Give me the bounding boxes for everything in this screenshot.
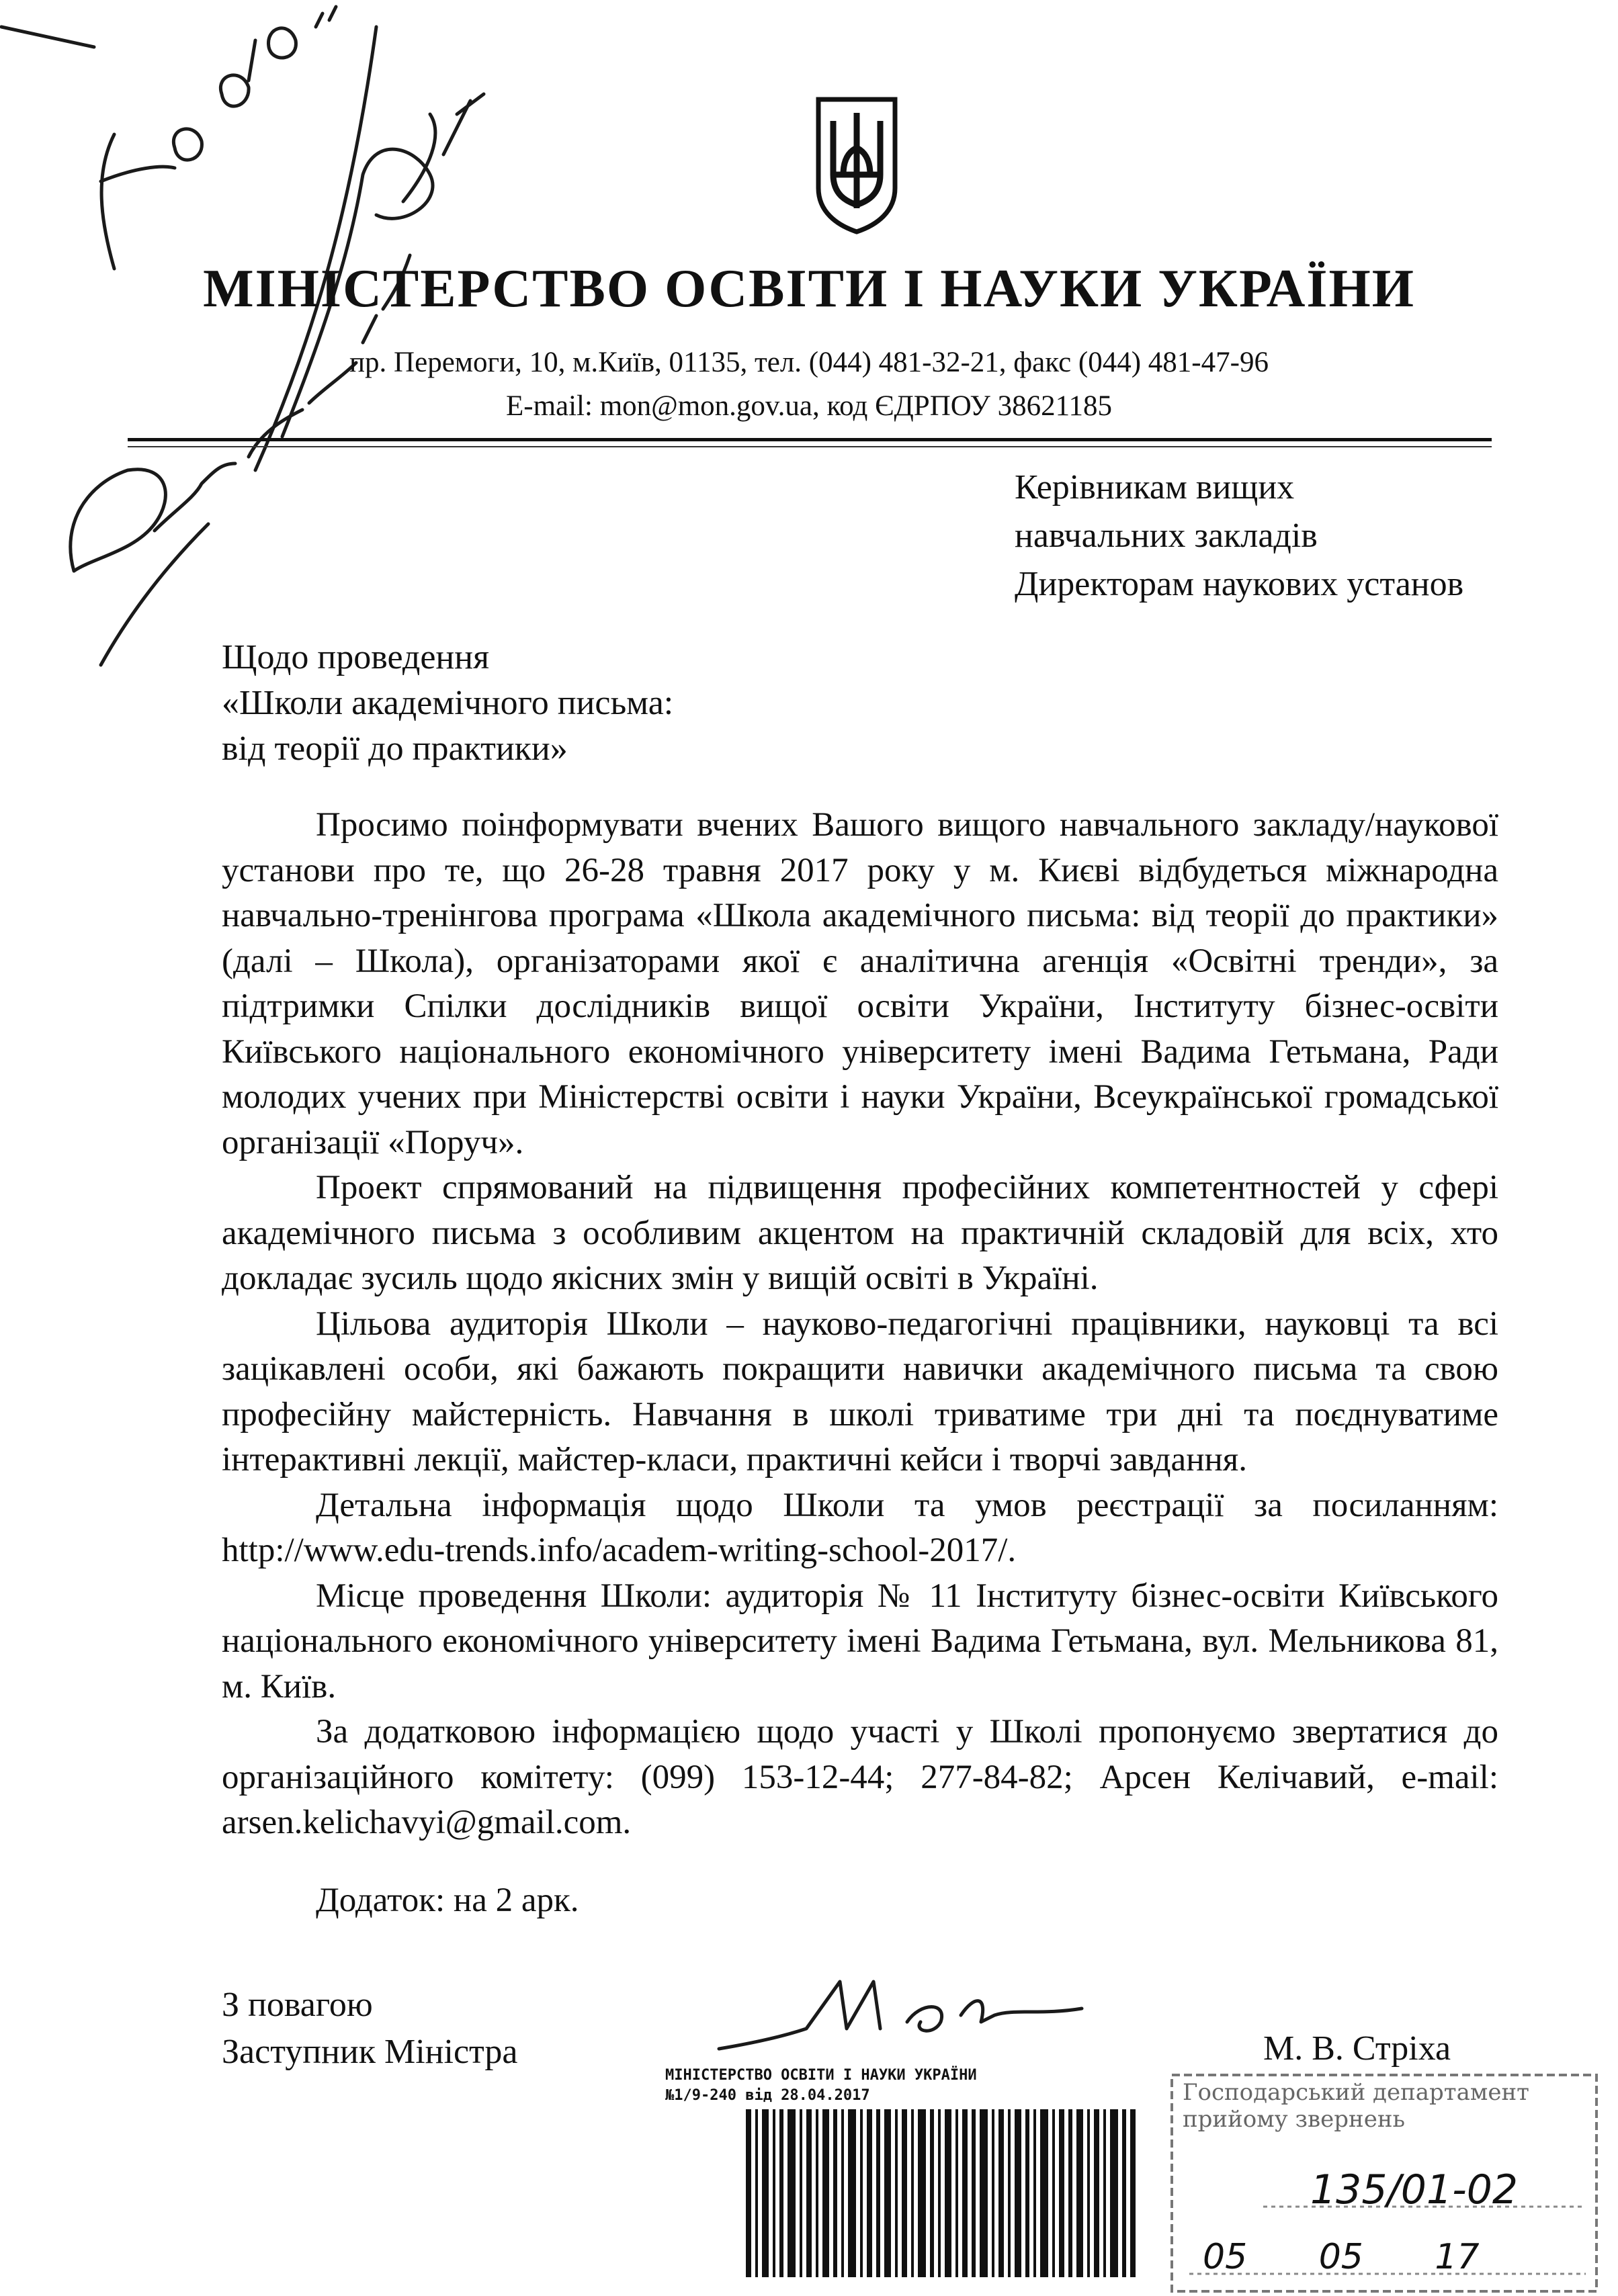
signer-name: М. В. Стріха	[1263, 2029, 1451, 2068]
header-divider	[128, 438, 1492, 441]
received-stamp-number: 135/01-02	[1310, 2166, 1519, 2213]
ministry-name: МІНІСТЕРСТВО ОСВІТИ І НАУКИ УКРАЇНИ	[203, 259, 1415, 318]
addressee-line: навчальних закладів	[1015, 517, 1318, 555]
ministry-address: пр. Перемоги, 10, м.Київ, 01135, тел. (044) 481-32-21, факс (044) 481-47-96	[349, 347, 1269, 378]
ministry-email: E-mail: mon@mon.gov.ua, код ЄДРПОУ 38621185	[505, 390, 1112, 422]
subject-line: Щодо проведення	[222, 638, 489, 676]
addressee-block	[1015, 463, 1463, 609]
body-paragraph: Детальна інформація щодо Школи та умов реєстрації за посиланням: http://www.edu-trends.info/academ-writing-school-2017/.	[222, 1486, 1498, 1569]
received-stamp	[1169, 2072, 1599, 2294]
handwritten-resolution	[0, 0, 511, 672]
closing-regards: З повагою	[222, 1986, 373, 2024]
registration-stamp	[665, 2066, 1136, 2106]
header-divider-thin	[128, 446, 1492, 447]
body-paragraph: Цільова аудиторія Школи – науково-педагогічні працівники, науковці та всі зацікавлені особи, які бажають покращити навички академічного письма та свою професійну майстерність. Навчання в школі триватиме три дні та поєднуватиме інтерактивні лекції, майстер-класи, практичні кейси і творчі завдання.	[222, 1305, 1498, 1478]
subject-line: від теорії до практики»	[222, 730, 568, 768]
barcode	[746, 2109, 1136, 2277]
letter-body	[222, 803, 1498, 1846]
body-paragraph: Місце проведення Школи: аудиторія № 11 Інституту бізнес-освіти Київського національного економічного університету імені Вадима Гетьмана, вул. Мельникова 81, м. Київ.	[222, 1577, 1498, 1706]
addressee-line: Керівникам вищих	[1015, 468, 1295, 506]
received-stamp-header: Господарський департамент прийому звернень	[1183, 2079, 1529, 2133]
closing-block	[222, 1982, 517, 2076]
body-paragraph: За додатковою інформацією щодо участі у Школі пропонуємо звертатися до організаційного комітету: (099) 153-12-44; 277-84-82; Арсен Келічавий, e-mail: arsen.kelichavyi@gmail.com.	[222, 1713, 1498, 1841]
received-stamp-date: 05 05 17	[1203, 2237, 1480, 2277]
addressee-line: Директорам наукових установ	[1015, 565, 1464, 603]
subject-line: «Школи академічного письма:	[222, 684, 674, 722]
registration-stamp-org: МІНІСТЕРСТВО ОСВІТИ І НАУКИ УКРАЇНИ	[665, 2067, 977, 2084]
annex-note: Додаток: на 2 арк.	[316, 1882, 579, 1919]
body-paragraph: Просимо поінформувати вчених Вашого вищого навчального закладу/наукової установи про те, що 26-28 травня 2017 року у м. Києві відбудеться міжнародна навчально-тренінгова програма «Школа академічного письма: від теорії до практики» (далі – Школа), організаторами якої є аналітична агенція «Освітні тренди», за підтримки Спілки дослідників вищої освіти України, Інституту бізнес-освіти Київського національного економічного університету імені Вадима Гетьмана, Ради молодих учених при Міністерстві освіти і науки України, Всеукраїнської громадської організації «Поруч».	[222, 806, 1498, 1161]
closing-position: Заступник Міністра	[222, 2033, 518, 2071]
coat-of-arms-emblem	[813, 94, 900, 235]
registration-stamp-number: №1/9-240 від 28.04.2017	[665, 2087, 870, 2104]
letter-subject	[222, 635, 673, 772]
body-paragraph: Проект спрямований на підвищення професійних компетентностей у сфері академічного письма з особливим акцентом на практичній складовій для всіх, хто докладає зусиль щодо якісних змін у вищій освіті в Україні.	[222, 1169, 1498, 1297]
signature	[706, 1968, 1122, 2062]
